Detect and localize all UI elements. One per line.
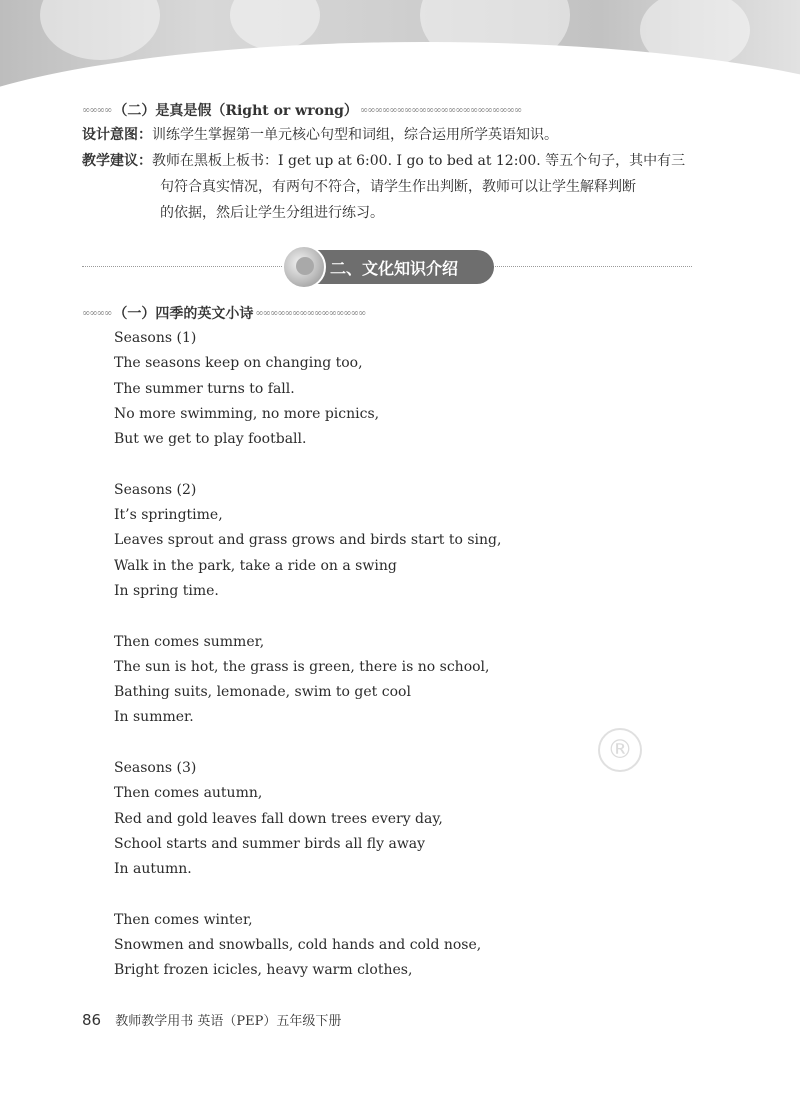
section-heading-true-false: ∞∞∞∞ （二）是真是假（Right or wrong） ∞∞∞∞∞∞∞∞∞∞∞∞∞∞∞∞∞∞∞∞∞∞ xyxy=(82,100,521,120)
poem-line: Leaves sprout and grass grows and birds start to sing, xyxy=(114,532,502,549)
design-intent-label: 设计意图： xyxy=(82,127,152,143)
poem-line: In autumn. xyxy=(114,861,192,878)
poem-line: But we get to play football. xyxy=(114,431,307,448)
poem-line: Then comes autumn, xyxy=(114,785,263,802)
header-decoration-banner xyxy=(0,0,800,92)
culture-section-title: 二、文化知识介绍 xyxy=(330,258,459,278)
design-intent-text: 训练学生掌握第一单元核心句型和词组，综合运用所学英语知识。 xyxy=(152,127,558,143)
poem-line: The sun is hot, the grass is green, there is no school, xyxy=(114,658,490,675)
section-heading-poems: ∞∞∞∞ （一）四季的英文小诗 ∞∞∞∞∞∞∞∞∞∞∞∞∞∞∞ xyxy=(82,303,365,323)
poem-line: In summer. xyxy=(114,709,194,726)
teaching-suggestion-line-1: 教师在黑板上板书：I get up at 6:00. I go to bed at 12:00. 等五个句子，其中有三 xyxy=(152,153,686,169)
registered-mark: ® xyxy=(598,728,642,772)
page-number: 86 xyxy=(82,1011,102,1029)
stanza-break xyxy=(114,883,501,908)
poem-line: School starts and summer birds all fly away xyxy=(114,835,426,852)
poem-line: Seasons (3) xyxy=(114,760,197,777)
book-title: 教师教学用书 英语（PEP）五年级下册 xyxy=(115,1014,342,1029)
poem-line: Walk in the park, take a ride on a swing xyxy=(114,557,397,574)
poem-line: Red and gold leaves fall down trees every day, xyxy=(114,810,443,827)
poem-line: The seasons keep on changing too, xyxy=(114,355,363,372)
poem-line: Snowmen and snowballs, cold hands and cold nose, xyxy=(114,937,482,954)
poem-line: Bright frozen icicles, heavy warm clothes, xyxy=(114,962,413,979)
section-title: （一）四季的英文小诗 xyxy=(113,306,254,322)
teaching-suggestion-continuation xyxy=(160,174,636,226)
poem-line: The summer turns to fall. xyxy=(114,380,295,397)
teaching-suggestion-line-2: 句符合真实情况，有两句不符合，请学生作出判断，教师可以让学生解释判断 xyxy=(160,179,636,195)
poem-line: In spring time. xyxy=(114,582,219,599)
poem-line: It’s springtime, xyxy=(114,507,223,524)
section-title: （二）是真是假（Right or wrong） xyxy=(113,103,358,119)
poem-line: No more swimming, no more picnics, xyxy=(114,405,380,422)
stanza-break xyxy=(114,452,501,477)
teaching-suggestion-label: 教学建议： xyxy=(82,153,152,169)
poem-line: Then comes winter, xyxy=(114,911,253,928)
poem-line: Bathing suits, lemonade, swim to get cool xyxy=(114,684,411,701)
page-footer xyxy=(82,1010,341,1029)
seasons-poem xyxy=(114,326,501,984)
poem-line: Then comes summer, xyxy=(114,633,265,650)
design-intent xyxy=(82,123,702,148)
poem-line: Seasons (1) xyxy=(114,330,197,346)
stanza-break xyxy=(114,731,501,756)
teaching-suggestion-line-3: 的依据，然后让学生分组进行练习。 xyxy=(160,205,384,221)
stanza-break xyxy=(114,604,501,629)
culture-section-banner xyxy=(288,250,494,284)
globe-icon xyxy=(282,245,326,289)
poem-line: Seasons (2) xyxy=(114,481,197,498)
teaching-suggestion xyxy=(82,149,702,174)
